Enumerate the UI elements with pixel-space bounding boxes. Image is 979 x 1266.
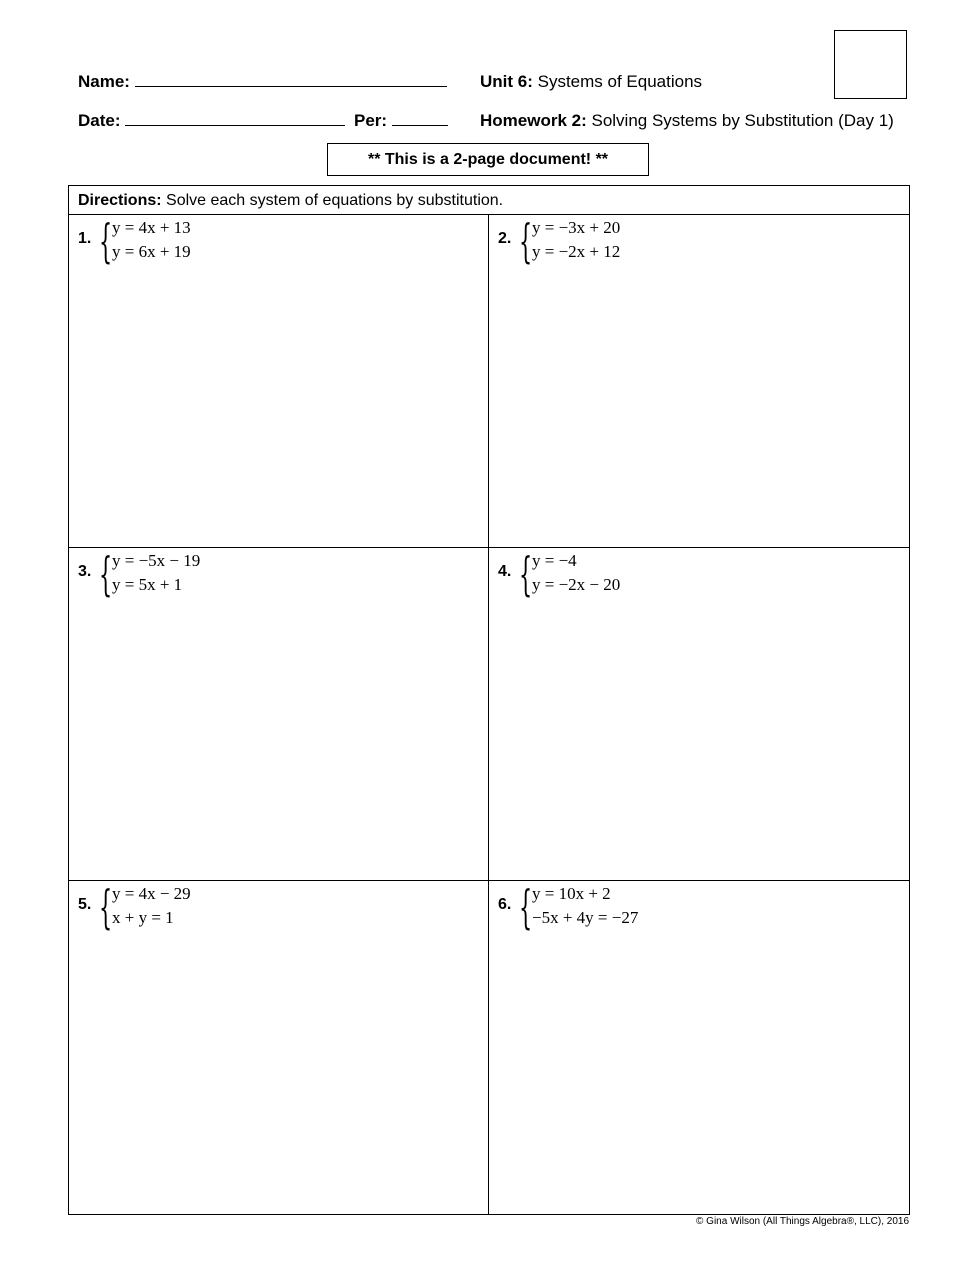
date-row <box>78 111 448 131</box>
name-field[interactable] <box>135 73 447 87</box>
homework-row <box>480 111 894 131</box>
homework-label: Homework 2: <box>480 111 587 130</box>
notice-banner: ** This is a 2-page document! ** <box>327 143 649 176</box>
problem-number: 3. <box>78 563 92 580</box>
brace-icon: { <box>99 880 113 934</box>
problem-cell-4[interactable] <box>489 548 909 881</box>
brace-icon: { <box>99 547 113 601</box>
problem-number: 1. <box>78 230 92 247</box>
equation-1: y = 10x + 2 <box>532 884 611 903</box>
brace-icon: { <box>519 547 533 601</box>
brace-icon: { <box>519 214 533 268</box>
problem-grid <box>68 185 910 1215</box>
brace-icon: { <box>99 214 113 268</box>
equation-2: y = −2x − 20 <box>532 575 621 594</box>
unit-title: Systems of Equations <box>537 72 703 91</box>
date-field[interactable] <box>125 112 345 126</box>
equation-1: y = −3x + 20 <box>532 218 621 237</box>
equation-2: y = −2x + 12 <box>532 242 621 261</box>
problem-cell-2[interactable] <box>489 215 909 548</box>
name-label: Name: <box>78 72 130 91</box>
date-label: Date: <box>78 111 121 130</box>
directions-text: Solve each system of equations by substitution. <box>166 192 504 209</box>
problem-number: 5. <box>78 896 92 913</box>
equation-1: y = −4 <box>532 551 577 570</box>
equation-2: −5x + 4y = −27 <box>532 908 639 927</box>
homework-title: Solving Systems by Substitution (Day 1) <box>591 111 894 130</box>
problem-cell-1[interactable] <box>69 215 489 548</box>
problem-number: 4. <box>498 563 512 580</box>
directions-bar <box>69 186 909 215</box>
problem-cell-6[interactable] <box>489 881 909 1214</box>
problem-cell-3[interactable] <box>69 548 489 881</box>
problem-number: 6. <box>498 896 512 913</box>
equation-2: y = 5x + 1 <box>112 575 183 594</box>
equation-2: y = 6x + 19 <box>112 242 191 261</box>
equation-1: y = 4x + 13 <box>112 218 191 237</box>
equation-1: y = −5x − 19 <box>112 551 201 570</box>
copyright-footer: © Gina Wilson (All Things Algebra®, LLC), 2016 <box>696 1216 909 1227</box>
equation-1: y = 4x − 29 <box>112 884 191 903</box>
per-field[interactable] <box>392 112 448 126</box>
equation-2: x + y = 1 <box>112 908 174 927</box>
score-box[interactable] <box>834 30 907 99</box>
problem-number: 2. <box>498 230 512 247</box>
unit-label: Unit 6: <box>480 72 533 91</box>
problem-cell-5[interactable] <box>69 881 489 1214</box>
name-row <box>78 72 447 92</box>
unit-row <box>480 72 702 92</box>
brace-icon: { <box>519 880 533 934</box>
per-label: Per: <box>353 111 388 130</box>
directions-label: Directions: <box>78 192 162 209</box>
